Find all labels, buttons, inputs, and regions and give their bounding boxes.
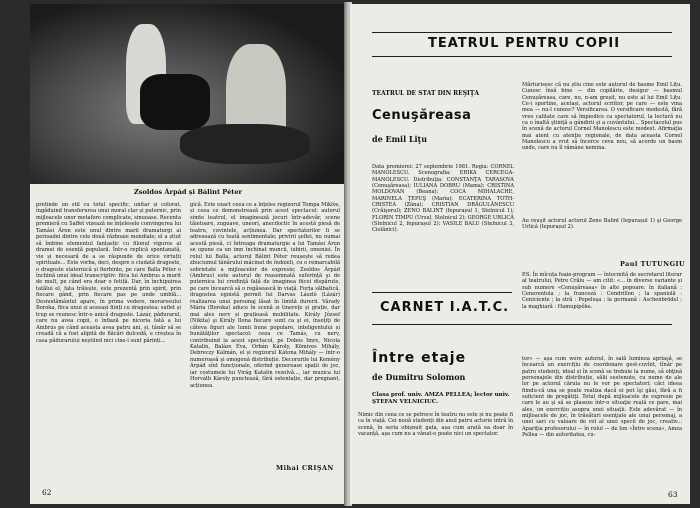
article-column: pretinde un stil cu totul specific, unitar și colorat, îngăduind transferurea unui moral clar și puternic, prin mijloacele unor metafore complicate, sinuoase. Recenta premieră cu Saffet vizează ne înțelesele convingerea lui Tamási Áron este unul dintre marii dramaturgi ai perioadei dintre cele două războaie mondiale; el a știut să îmbine elementul fantastic cu filonul viguros al dramei de esență populară. Într-o replică spontanată, vie și necesară de a se răspunde de orice virtuții spirituale... Este vorba, deci, despre o ciudată dragoste, o dragoste statornică și fierbinte, pe care Balla Péter o închină unui ideal transcriptiv: fiica lui Ambrus a murit de mult, pe când era doar o fetiță. Dar, în închipuirea tatălui el, fata trăiește, este prezentă prin spirit, prin fiecare gând, prin fiecare pas pe unde umblă... Desnodământul apare, în prima vedere, morarosului Boroka, fiica unui și aceeași ființi cu dragostea; suflet și trup se reunesc într-o unică dragoste. Lázár, pădurarul, care nu avea copii, o înfiază pe nicoria fată a lui Ambrus pe când aceasta avea patru ani, și, tânăr să se creadă că a fost alipită de flăcări dulcedă, e creștea în casa pădurarului neștiind nici cine-i sunt părinți... (36, 202, 181, 344)
article-column: tor» — așa cum were autorul, în sală luminea apriaşă, se încearcă un exercițiu de coordonare gest-cuvînt, tînăr pe patru studenți, ideal și în scenă se trebuie la nume, să obţină personajele din distribuție, sălii sustenute, cu nume de ale lor pe actorul căruia nu le vor pe spectatori; căci ideea fiindu-că una se poate realiza dacă ei pot îşi găsi, fără a fi suficient de pregătiţi. Totul după mijloacele de expresie pe care le au şi să se plaseze într-o situaţie reală ce pare, mai ales, un exercițiu asupra unei situaţii. Este adevărat — în mijloacele de joc, în trăsături esenţiale ale unui personaj, a unei sari cu valoare de rol al unei specii de joc, creativ... Apariţia profesorului — în rolul — de Ion «Între scena», Amza Pellea — din autoritatea, cu- (522, 356, 682, 439)
article-column: gică. Este exact ceea ce a înțeles regizorul Tompa Miklós, și ceea ce demonstrează prin acest spectacol: autorul simte teatrul, el imaginează jocuri într-adevăr, scene tăietoare, zuguave, uneori, anecdoctic în acestă piesă de teatru, cuvintele, acțiunea. Dar spectatorilor li se adresează cu toată sentimentale; privirii şeflei, nu numai acestă piesă, ci întreaga dramaturgie a lui Tamási Áron se opune ca un imn închinat muncii, iubirii, omeniei. În rolul lui Balla, actorul Bálint Péter reușește să redea zbuciumul tânărului mâcinat de îndoieli, cu o remarcabilă sobrietate a mijloacelor de expresie; Zsoldos Árpád (Ambrus) este autorul de reasemnată suferinţă şi de puternica lui credință față de imaginea fiicei dispărute, pe care încearcă să o regăsească în viaţă. Forța sălbatică, dragostea egoistă permit lui Darvas László (Lázár) realizarea unui personaj lăsat în limită durerii. Várady Mária (Boroka) aduce în scenă și tinereţe și grație, dar mai ales nerv și grațioasă mobilitate. Király József (Nikita) şi Király Ilona fiecare sunt ca şi ei, însoțiți de câteva figuri ale lumii bune populare, inteligentului și bunătăţilor spectacol: ceea ce Tamás, cu nerv, contribuind la acest spectacol, pe Dobos Imre, Nicola Katalin, Balázs Éva, Orbán Károly, Kömives Mihály, Debreczy Kálmán, el și regizorul Kátona Mihály — într-o numeroasă şi omogenă distribuție. Decorurile lui Kemény Árpád sînt funcționale, oferind generoase spații de joc, iar costumele lui Virág Katalin rezolvă..., iar muzica lui Horváth Károly punctează, fără ostentație, dar pregnant, acțiunea. (190, 202, 340, 389)
theatre-name: TEATRUL DE STAT DIN REŞIŢA (372, 90, 479, 97)
play-author: de Dumitru Solomon (372, 372, 466, 382)
page-number: 62 (42, 488, 52, 497)
left-page (30, 4, 346, 504)
section-heading: TEATRUL PENTRU COPII (428, 36, 621, 51)
photo-caption: Zsoldos Árpád și Bálint Péter (133, 188, 243, 196)
right-page (350, 4, 690, 504)
page-number: 63 (668, 490, 678, 499)
divider (372, 324, 672, 325)
ps-note: P.S. În mîcuța foaie-program — întocmită de secretarul literar al teatrului, Petre Crăiu — am citit: «... în diverse variante și sub numere «Cenușăreasa» în alte popoare: în italiană : Cenerentola ; la franceză : Cendrillon ; la spaniolă : Ceniciente ; la stră : Popeluşa ; la germană : Aschenbrödel ; la maghiară : Hamupipőke. (522, 272, 682, 310)
production-credits: Data premierei: 27 septembrie 1981. Regia: CORNEL MANOLESCU. Scenografia: ERIKA CERCEGA-MANOLESCU. Distribuţia: CONSTANŢA TARASOVA (Cenuşăreasa); IULIANA DOBRU (Mama); CRISTINA MOLDOVAN (Beana); COCA MIHALACHE, MARINELA ŢEPUŞ (Maria); ECATERINA TOTH-CRISTEA (Zâna); CRISTIAN DRĂGULĂNESCU (Crăişorul); ZENO BALINT (fepurașul 1, Stelnicul 1); FLORIN TIMPU (Ursul, Stelnicul 2); GEORGE URLICĂ (Stelnicul 2, fepurașul 2); VASILE BALU (Stelnicul 3, Ciolănici). (372, 164, 514, 234)
play-title: Între etaje (372, 350, 467, 366)
divider (372, 56, 672, 57)
play-title: Cenuşăreasa (372, 108, 472, 123)
stage-shadow (180, 124, 310, 164)
divider (372, 292, 512, 293)
stage-photo (30, 4, 346, 184)
review-column: Mărturisesc că nu știu cine este autorul de basme Emil Lițu. Cunosc însă bine — din copilărie, desigur — basmul Cenușăreasa, care, nu, n-am greșit, nu este al lui Emil Lițu. Ce-i sportine, același, actorul scriitor, pe care — este vina mea — nu-l cunosc? Versificarea. O versificare modestă, fără vreo calitate care să împiedice ca spectatorul, la lectură nu ca o înaltă ştiinţă a gândirii şi a cuvântului... Spectacolul pus în scenă de actorul Cornel Manolescu este modest. Afirmaţia mai atent cu atenţie regionale, de data aceasta Cornel Manolescu a vrut să încerce ceva nou, să acorde un basm unde, care nu îl rămâne nemina. (522, 82, 682, 152)
review-signature: Paul TUTUNGIU (620, 260, 686, 268)
play-author: de Emil Liţu (372, 134, 428, 144)
divider (372, 32, 672, 33)
section-heading: CARNET I.A.T.C. (380, 300, 510, 315)
class-info: Clasa prof. univ. AMZA PELLEA; lector univ. ŞTEFAN VELNICIUC. (372, 392, 510, 405)
article-column: Nimic din ceea ce se petrece în teatru nu este și nu poate fi ca în viață. Cei nouă studenți din anul patru actorie intră în scenă, în seria obișnuit gata, așa cum arată ea doar în vacanță, așa cum nu a vânat-o poate nici un spectator. (358, 412, 513, 438)
review-column-end: Au reuşit actorul actorul Zeno Balint (Iepurașul 1) şi George Urlică (Iepurașul 2). (522, 218, 682, 231)
author-signature: Mihai CRIŞAN (276, 464, 334, 472)
actor-figure-dark (140, 74, 210, 130)
